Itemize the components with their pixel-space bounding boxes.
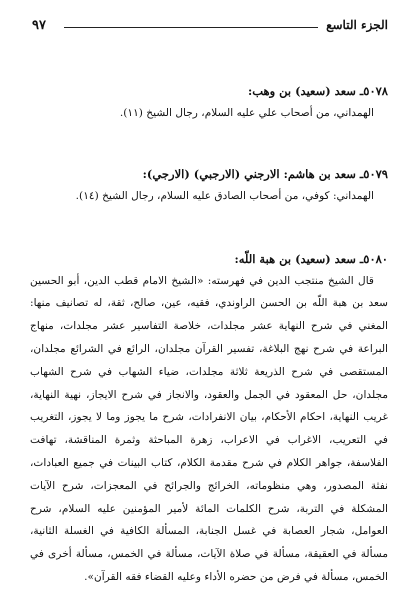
entry-heading: ٥٠٧٨ـ سعد (سعيد) بن وهب: bbox=[247, 84, 388, 98]
entry-heading: ٥٠٨٠ـ سعد (سعيد) بن هبة اللّه: bbox=[234, 251, 388, 266]
biography-entry bbox=[30, 248, 388, 589]
entry-body: الهمداني، من أصحاب علي عليه السلام، رجال الشيخ (١١). bbox=[119, 107, 374, 119]
biography-entry bbox=[30, 163, 388, 208]
entry-heading: ٥٠٧٩ـ سعد بن هاشم: الارجني (الارجبي) (الارجي): bbox=[142, 166, 388, 181]
entry-body: قال الشيخ منتجب الدين في فهرسته: «الشيخ الامام قطب الدين، أبو الحسين سعد بن هبة اللّه بن الحسن الراوندي، فقيه، عين، صالح، ثقة، له تصانيف منها: المغني في شرح النهاية عشر مجلدات، خلاصة التفاسير عشر مجلدات، منهاج البراعة في شرح نهج البلاغة، تفسير القرآن مجلدان، الرائع في الشرائع مجلدان، المستقصى في شرح الذريعة ثلاثة مجلدات، ضياء الشهاب في شرح الشهاب مجلدان، حل المعقود في الجمل والعقود، والانجاز في شرح الايجاز، نهية النهاية، غريب النهاية، احكام الأحكام، بيان الانفرادات، شرح ما يجوز وما لا يجوز، التغريب في التعريب، الاغراب في الاعراب، زهرة المباحثة وثمرة المناقشة، تهافت الفلاسفة، جواهر الكلام في شرح مقدمة الكلام، كتاب البينات في جميع العبادات، نفثة المصدور، وهي منظوماته، الخرائج والجرائح في المعجزات، شرح الآيات المشكلة في التربة، شرح الكلمات المائة لأمير المؤمنين عليه السلام، شرح العوامل، شجار العصابة في غسل الجنابة، المسألة الكافية في الغسلة الثانية، مسألة في العقيقة، مسألة في صلاة الآيات، مسألة في الخمس، مسألة أخرى في الخمس، مسألة في فرض من حضره الأداء وعليه القضاء فقه القرآن». bbox=[30, 274, 388, 583]
biography-entry bbox=[30, 80, 388, 125]
header-rule bbox=[64, 27, 318, 28]
entry-body: الهمداني: كوفي، من أصحاب الصادق عليه السلام، رجال الشيخ (١٤). bbox=[75, 189, 374, 202]
part-title: الجزء التاسع bbox=[326, 18, 388, 32]
running-header bbox=[30, 18, 388, 36]
page-number: ٩٧ bbox=[32, 18, 46, 33]
